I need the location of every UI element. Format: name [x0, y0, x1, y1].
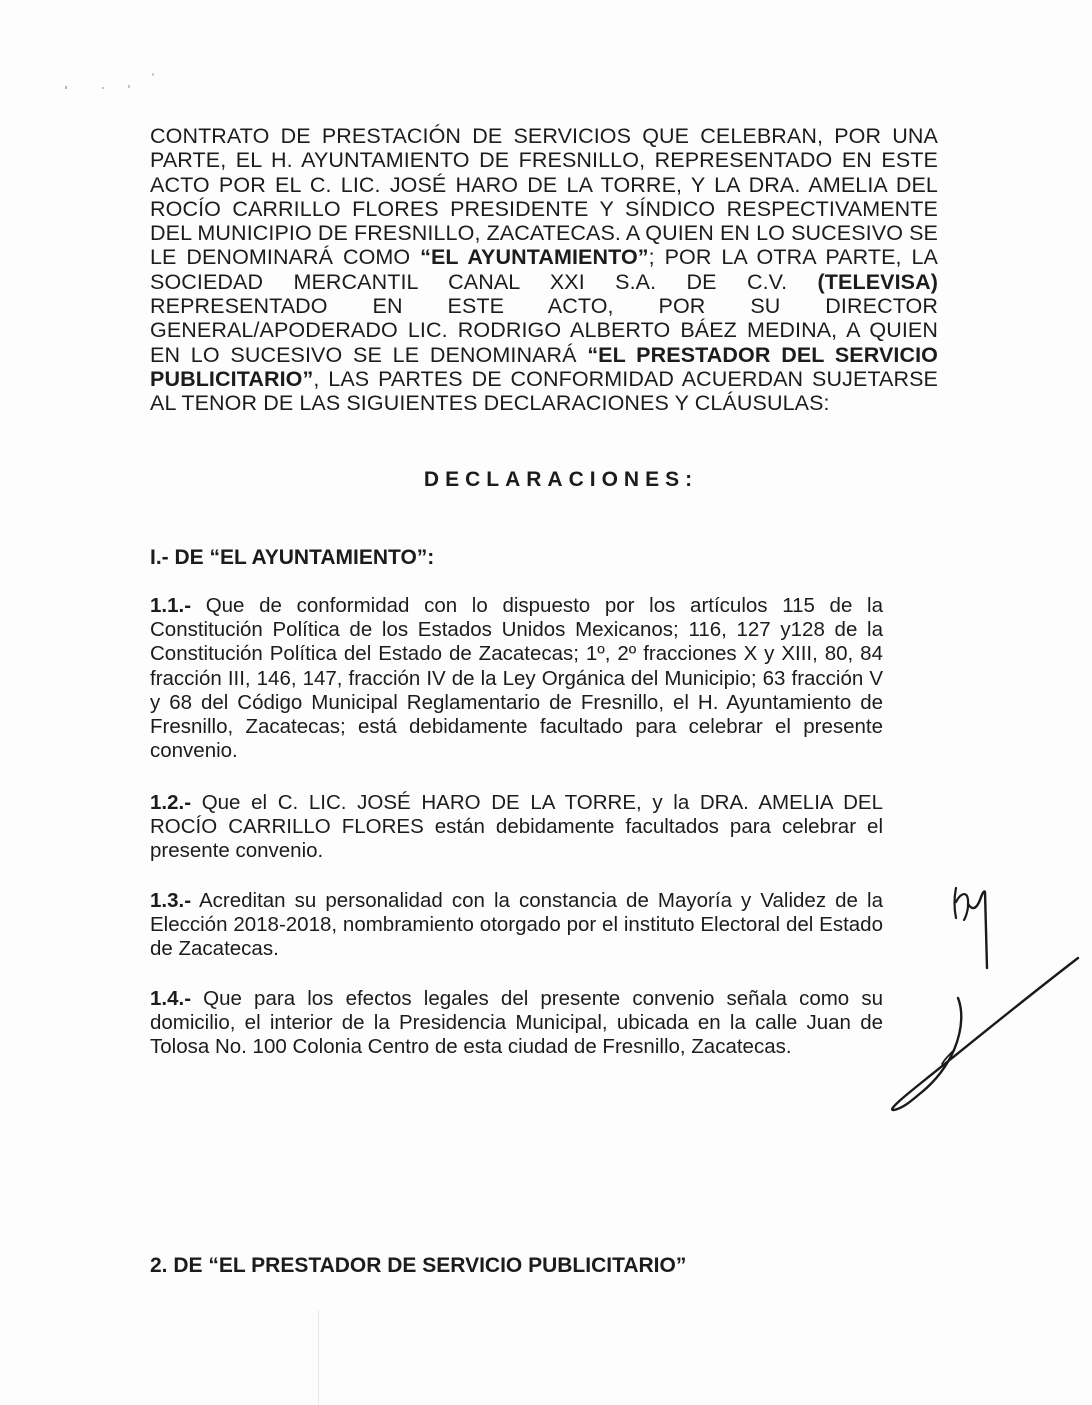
declarations-title: DECLARACIONES:: [423, 468, 699, 491]
contract-intro-paragraph: CONTRATO DE PRESTACIÓN DE SERVICIOS QUE CELEBRAN, POR UNA PARTE, EL H. AYUNTAMIENTO DE FRESNILLO, REPRESENTADO EN ESTE ACTO POR EL C. LIC. JOSÉ HARO DE LA TORRE, Y LA DRA. AMELIA DEL ROCÍO CARRILLO FLORES PRESIDENTE Y SÍNDICO RESPECTIVAMENTE DEL MUNICIPIO DE FRESNILLO, ZACATECAS. A QUIEN EN LO SUCESIVO SE LE DENOMINARÁ COMO “EL AYUNTAMIENTO”; POR LA OTRA PARTE, LA SOCIEDAD MERCANTIL CANAL XXI S.A. DE C.V. (TELEVISA) REPRESENTADO EN ESTE ACTO, POR SU DIRECTOR GENERAL/APODERADO LIC. RODRIGO ALBERTO BÁEZ MEDINA, A QUIEN EN LO SUCESIVO SE LE DENOMINARÁ “EL PRESTADOR DEL SERVICIO PUBLICITARIO”, LAS PARTES DE CONFORMIDAD ACUERDAN SUJETARSE AL TENOR DE LAS SIGUIENTES DECLARACIONES Y CLÁUSULAS:: [150, 124, 938, 416]
section-2-heading: 2. DE “EL PRESTADOR DE SERVICIO PUBLICITARIO”: [150, 1254, 687, 1277]
clause-number: 1.3.-: [150, 889, 192, 912]
clause-1-1: 1.1.- Que de conformidad con lo dispuesto por los artículos 115 de la Constitución Política de los Estados Unidos Mexicanos; 116, 127 y128 de la Constitución Política del Estado de Zacatecas; 1º, 2º fracciones X y XIII, 80, 84 fracción III, 146, 147, fracción IV de la Ley Orgánica del Municipio; 63 fracción V y 68 del Código Municipal Reglamentario de Fresnillo, el H. Ayuntamiento de Fresnillo, Zacatecas; está debidamente facultado para celebrar el presente convenio.: [150, 594, 883, 763]
clause-1-3: 1.3.- Acreditan su personalidad con la constancia de Mayoría y Validez de la Elección 2018-2018, nombramiento otorgado por el instituto Electoral del Estado de Zacatecas.: [150, 889, 883, 961]
clause-number: 1.1.-: [150, 594, 192, 617]
scan-artifact-marks: [40, 60, 180, 100]
party-prestador-label: “EL PRESTADOR DEL SERVICIO PUBLICITARIO”: [150, 342, 938, 391]
clause-number: 1.2.-: [150, 791, 192, 814]
clause-1-2: 1.2.- Que el C. LIC. JOSÉ HARO DE LA TORRE, y la DRA. AMELIA DEL ROCÍO CARRILLO FLORES están debidamente facultados para celebrar el presente convenio.: [150, 791, 883, 863]
scan-margin-line: [318, 1310, 319, 1405]
handwritten-signature-icon: [850, 880, 1090, 1120]
party-ayuntamiento-label: “EL AYUNTAMIENTO”: [420, 245, 649, 270]
section-1-heading: I.- DE “EL AYUNTAMIENTO”:: [150, 546, 435, 569]
clause-number: 1.4.-: [150, 987, 192, 1010]
clause-1-4: 1.4.- Que para los efectos legales del presente convenio señala como su domicilio, el interior de la Presidencia Municipal, ubicada en la calle Juan de Tolosa No. 100 Colonia Centro de esta ciudad de Fresnillo, Zacatecas.: [150, 987, 883, 1059]
televisa-label: (TELEVISA): [817, 269, 938, 294]
